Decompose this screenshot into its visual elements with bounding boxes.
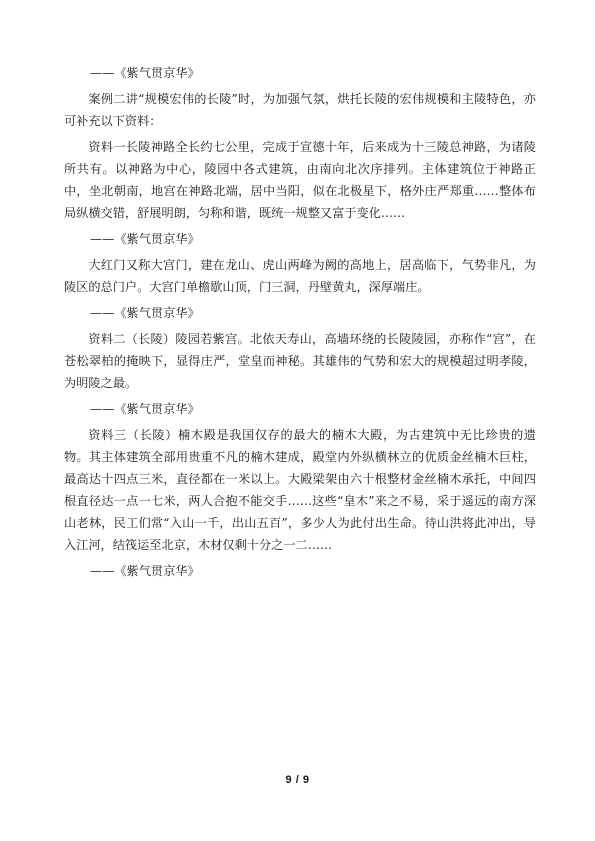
source-citation: ——《紫气贯京华》	[90, 306, 200, 320]
source-citation: ——《紫气贯京华》	[90, 402, 200, 416]
paragraph-material-two: 资料二（长陵）陵园若紫宫。北依天寿山，高墙环绕的长陵陵园，亦称作“宫”，在苍松翠柏的掩映下，显得庄严，堂皇而神秘。其雄伟的气势和宏大的规模超过明孝陵，为明陵之最。	[64, 332, 536, 390]
source-citation: ——《紫气贯京华》	[90, 66, 200, 80]
document-body	[64, 62, 536, 586]
page-number: 9 / 9	[285, 774, 310, 786]
source-citation: ——《紫气贯京华》	[90, 232, 200, 246]
paragraph-dahongmen: 大红门又称大宫门，建在龙山、虎山两峰为阙的高地上，居高临下，气势非凡，为陵区的总门户。大宫门单檐歇山顶，门三洞，丹壁黄丸，深厚端庄。	[64, 258, 536, 294]
paragraph-material-three: 资料三（长陵）楠木殿是我国仅存的最大的楠木大殿，为古建筑中无比珍贵的遗物。其主体建筑全部用贵重不凡的楠木建成，殿堂内外纵横林立的优质金丝楠木巨柱，最高达十四点三米，直径都在一米以上。大殿梁架由六十根整材金丝楠木承托，中间四根直径达一点一七米，两人合抱不能交手……这些“皇木”来之不易，采于遥远的南方深山老林，民工们常“入山一千，出山五百”，多少人为此付出生命。待山洪将此冲出，导入江河，结筏运至北京，木材仅剩十分之一二……	[64, 428, 536, 552]
source-citation: ——《紫气贯京华》	[90, 564, 200, 578]
paragraph-material-one: 资料一长陵神路全长约七公里，完成于宣德十年，后来成为十三陵总神路，为诸陵所共有。以神路为中心，陵园中各式建筑，由南向北次序排列。主体建筑位于神路正中，坐北朝南，地宫在神路北端，居中当阳，似在北极星下，格外庄严郑重……整体布局纵横交错，舒展明朗，匀称和谐，既统一规整又富于变化……	[64, 140, 536, 220]
paragraph-case-intro: 案例二讲“规模宏伟的长陵”时，为加强气氛，烘托长陵的宏伟规模和主陵特色，亦可补充以下资料：	[64, 92, 536, 128]
